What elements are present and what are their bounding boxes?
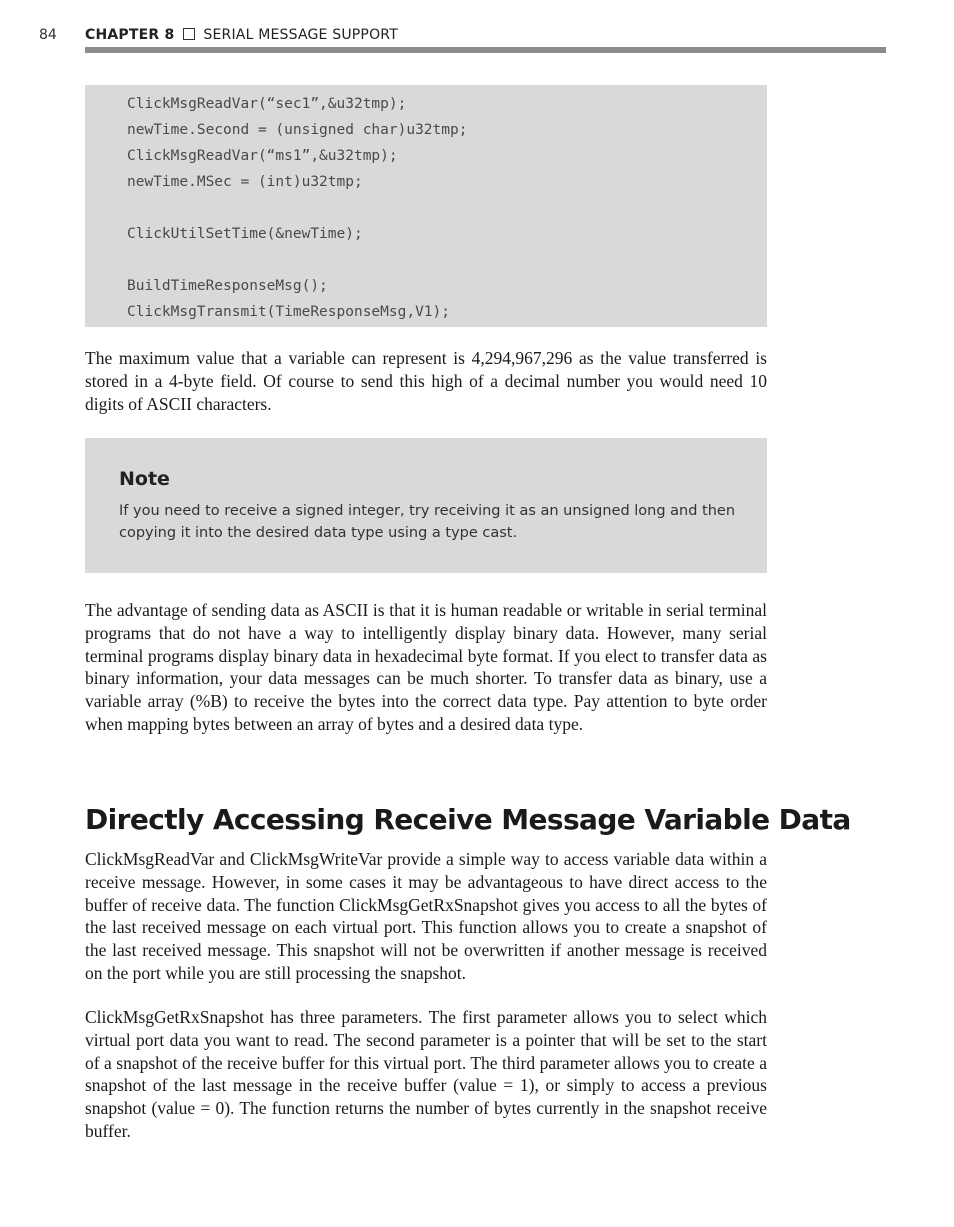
- note-box: [85, 438, 767, 573]
- code-line: ClickMsgTransmit(TimeResponseMsg,V1);: [127, 304, 451, 320]
- code-line-blank: [127, 247, 467, 273]
- chapter-label: CHAPTER 8: [85, 27, 175, 43]
- note-text: If you need to receive a signed integer, try receiving it as an unsigned long and then copying it into the desired data type using a type cast.: [119, 503, 736, 541]
- paragraph-max-value: The maximum value that a variable can represent is 4,294,967,296 as the value transferred is stored in a 4-byte field. Of course to send this high of a decimal number you would need 10 digits of ASCII characters.: [85, 348, 767, 414]
- code-line-blank: [127, 195, 467, 221]
- page-header: [0, 0, 954, 60]
- page-number: 84: [39, 27, 57, 43]
- code-line: ClickMsgReadVar(“ms1”,&u32tmp);: [127, 148, 398, 164]
- running-head: [85, 27, 398, 43]
- square-bullet-icon: [183, 28, 195, 40]
- paragraph-ascii-advantage: The advantage of sending data as ASCII is that it is human readable or writable in serial terminal programs that do not have a way to intelligently display binary data. However, many serial terminal programs display binary data in hexadecimal byte format. If you elect to transfer data as binary information, your data messages can be much shorter. To transfer data as binary, use a variable array (%B) to receive the bytes into the correct data type. Pay attention to byte order when mapping bytes between an array of bytes and a desired data type.: [85, 600, 767, 734]
- header-rule: [85, 47, 886, 53]
- code-line: newTime.Second = (unsigned char)u32tmp;: [127, 122, 468, 138]
- code-listing: [85, 85, 767, 327]
- note-title: Note: [119, 468, 170, 490]
- chapter-title: SERIAL MESSAGE SUPPORT: [203, 27, 398, 43]
- code-line: BuildTimeResponseMsg();: [127, 278, 328, 294]
- code-line: ClickUtilSetTime(&newTime);: [127, 226, 363, 242]
- code-line: ClickMsgReadVar(“sec1”,&u32tmp);: [127, 96, 407, 112]
- code-lines: [127, 91, 467, 325]
- paragraph-direct-access: ClickMsgReadVar and ClickMsgWriteVar provide a simple way to access variable data within a receive message. However, in some cases it may be advantageous to have direct access to the buffer of receive data. The function ClickMsgGetRxSnapshot gives you access to all the bytes of the last received message on each virtual port. This function allows you to create a snapshot of the last received message. This snapshot will not be overwritten if another message is received on the port while you are still processing the snapshot.: [85, 849, 767, 983]
- section-heading: Directly Accessing Receive Message Variable Data: [85, 803, 851, 836]
- code-line: newTime.MSec = (int)u32tmp;: [127, 174, 363, 190]
- paragraph-snapshot-params: ClickMsgGetRxSnapshot has three parameters. The first parameter allows you to select which virtual port data you want to read. The second parameter is a pointer that will be set to the start of a snapshot of the receive buffer for this virtual port. The third parameter allows you to create a snapshot of the last message in the receive buffer (value = 1), or simply to access a previous snapshot (value = 0). The function returns the number of bytes currently in the snapshot receive buffer.: [85, 1007, 767, 1141]
